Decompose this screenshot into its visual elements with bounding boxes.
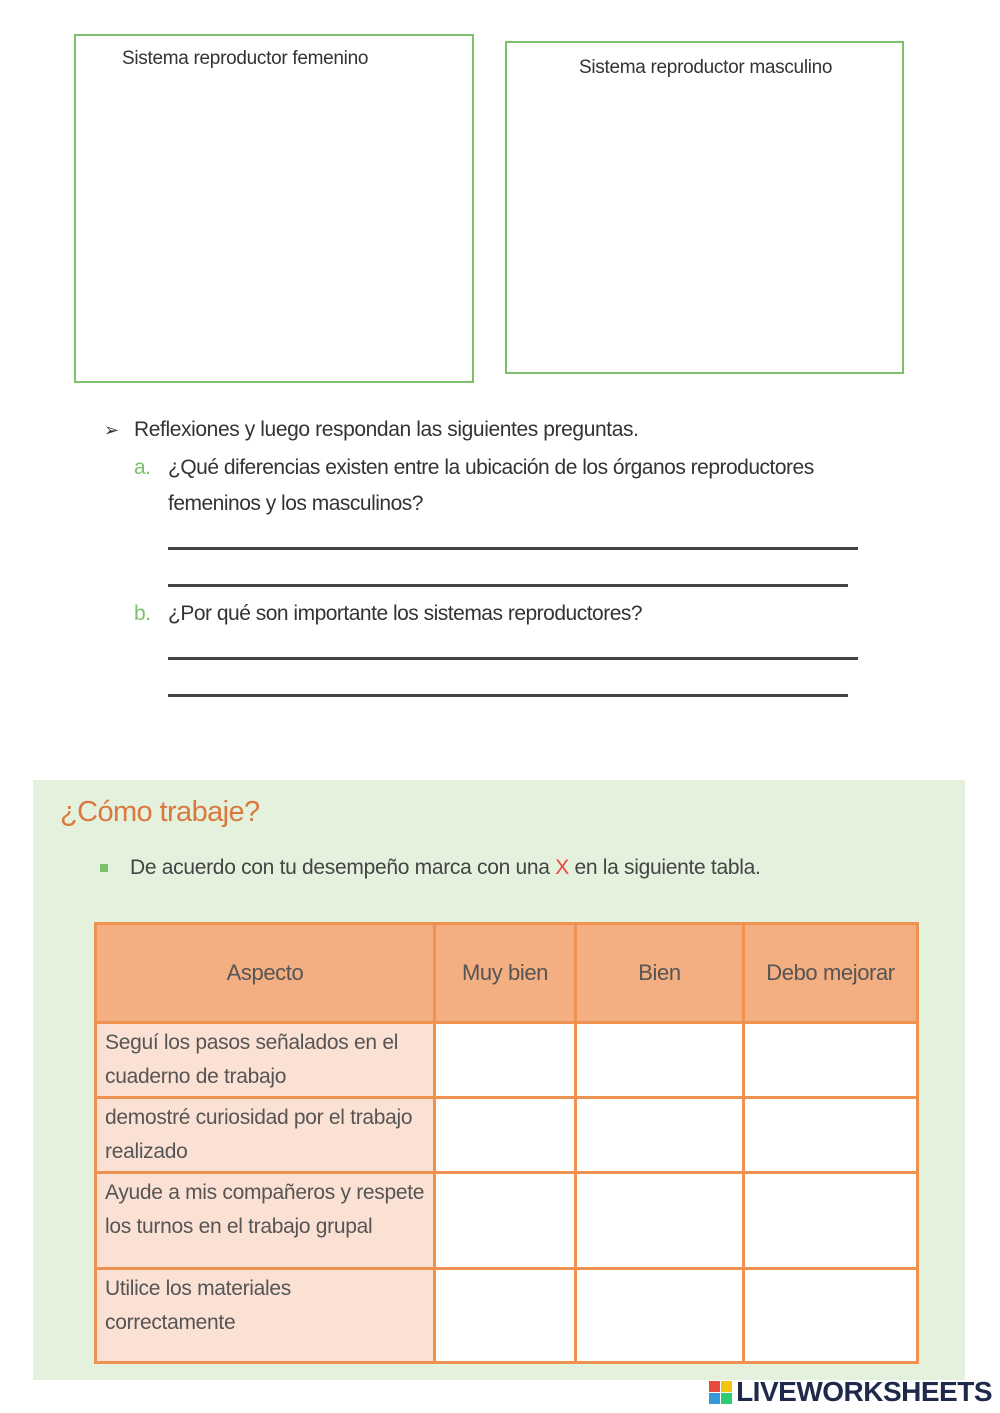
column-header-muy-bien: Muy bien [435,924,576,1023]
self-evaluation-table [94,922,919,1364]
column-header-debo-mejorar: Debo mejorar [744,924,918,1023]
male-system-label: Sistema reproductor masculino [579,57,833,78]
question-a-text: ¿Qué diferencias existen entre la ubicación de los órganos reproductores femeninos y los masculinos? [168,456,814,515]
muy-bien-cell[interactable] [435,1173,576,1269]
debo-mejorar-cell[interactable] [744,1098,918,1173]
answer-a-line-1[interactable] [168,547,858,550]
question-b [134,596,858,632]
bien-cell[interactable] [576,1269,744,1363]
table-row [96,1098,918,1173]
questions-intro [104,418,639,442]
table-row [96,1269,918,1363]
instruction-text-after: en la siguiente tabla. [574,856,761,879]
square-bullet-icon [100,864,108,872]
liveworksheets-logo [709,1376,992,1408]
muy-bien-cell[interactable] [435,1098,576,1173]
column-header-bien: Bien [576,924,744,1023]
answer-a-line-2[interactable] [168,584,848,587]
aspect-cell: Ayude a mis compañeros y respete los turnos en el trabajo grupal [96,1173,435,1269]
female-system-drawing-box[interactable] [74,34,474,383]
question-a-letter: a. [134,456,151,479]
debo-mejorar-cell[interactable] [744,1023,918,1098]
table-header-row [96,924,918,1023]
table-row [96,1023,918,1098]
aspect-cell: Seguí los pasos señalados en el cuaderno de trabajo [96,1023,435,1098]
female-system-label: Sistema reproductor femenino [122,48,369,69]
liveworksheets-logo-text: LIVEWORKSHEETS [736,1376,992,1407]
question-b-letter: b. [134,602,151,625]
male-system-drawing-box[interactable] [505,41,904,374]
bien-cell[interactable] [576,1098,744,1173]
arrow-bullet-icon: ➢ [104,420,119,440]
liveworksheets-logo-icon [709,1381,732,1404]
questions-intro-text: Reflexiones y luego respondan las siguientes preguntas. [134,418,639,441]
answer-b-line-1[interactable] [168,657,858,660]
instruction-x-mark: X [555,856,569,879]
debo-mejorar-cell[interactable] [744,1173,918,1269]
bien-cell[interactable] [576,1173,744,1269]
answer-b-line-2[interactable] [168,694,848,697]
question-b-text: ¿Por qué son importante los sistemas reproductores? [168,602,643,625]
column-header-aspect: Aspecto [96,924,435,1023]
instruction-text-before: De acuerdo con tu desempeño marca con una [130,856,550,879]
aspect-cell: demostré curiosidad por el trabajo realizado [96,1098,435,1173]
self-evaluation-instruction [100,856,761,880]
muy-bien-cell[interactable] [435,1269,576,1363]
self-evaluation-title: ¿Cómo trabaje? [60,796,260,828]
bien-cell[interactable] [576,1023,744,1098]
aspect-cell: Utilice los materiales correctamente [96,1269,435,1363]
table-row [96,1173,918,1269]
question-a [134,450,858,522]
debo-mejorar-cell[interactable] [744,1269,918,1363]
muy-bien-cell[interactable] [435,1023,576,1098]
